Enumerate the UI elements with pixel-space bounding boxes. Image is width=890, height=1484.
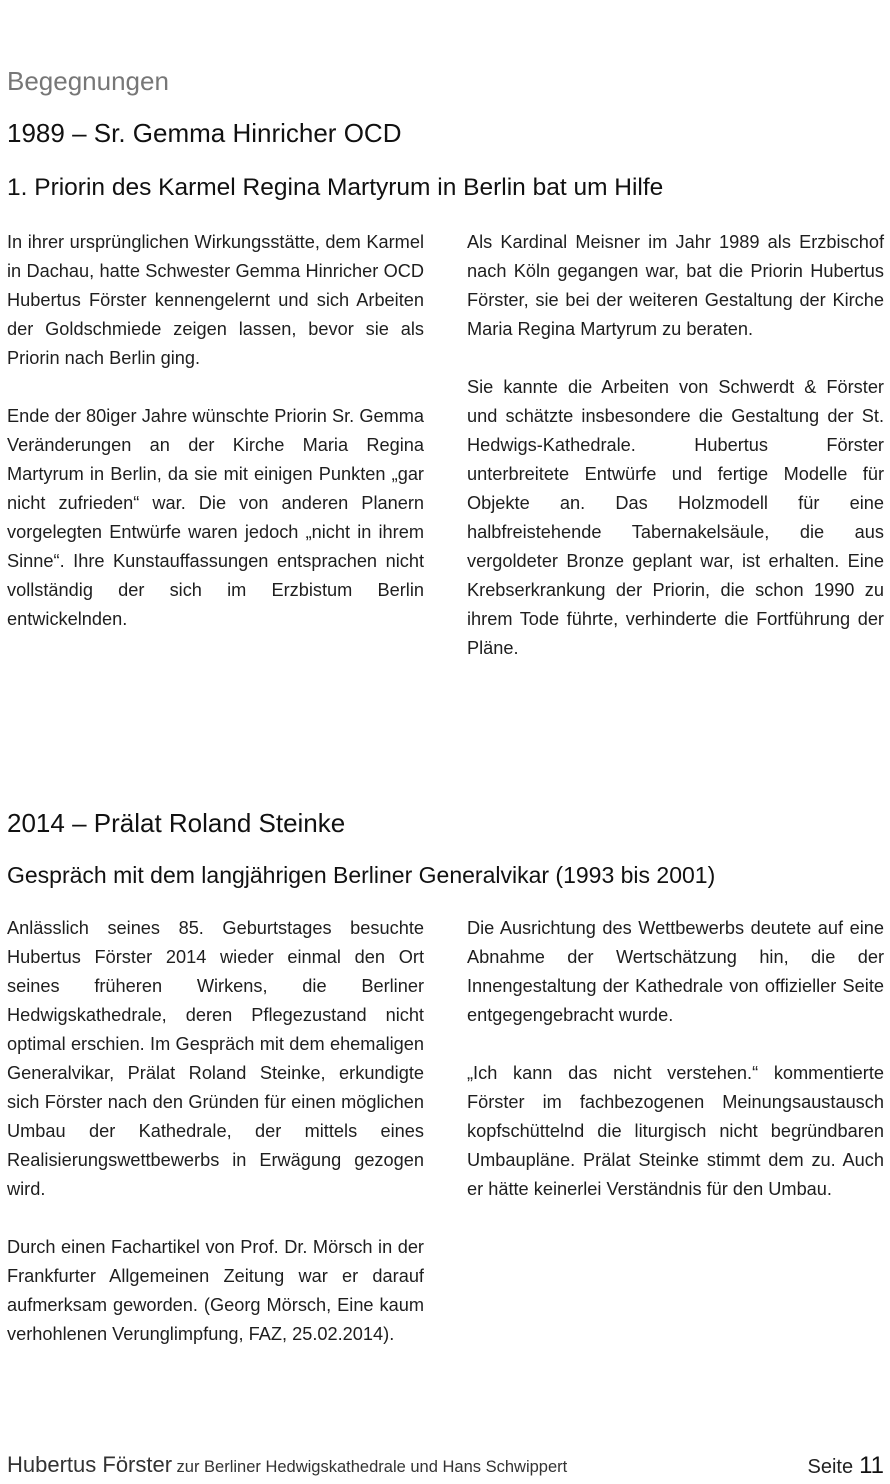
entry1-left-column [7, 228, 424, 634]
entry1-subheading: 1. Priorin des Karmel Regina Martyrum in Berlin bat um Hilfe [7, 174, 664, 201]
page-indicator [807, 1452, 884, 1480]
entry1-right-column [467, 228, 884, 663]
footer-subtitle: zur Berliner Hedwigskathedrale und Hans Schwippert [176, 1458, 568, 1476]
page-footer [7, 1452, 884, 1484]
section-label: Begegnungen [7, 66, 169, 96]
paragraph: Als Kardinal Meisner im Jahr 1989 als Erzbischof nach Köln gegangen war, bat die Priorin Hubertus Förster, sie bei der weiteren Gestaltung der Kirche Maria Regina Martyrum zu beraten. [467, 232, 884, 339]
entry2-subheading: Gespräch mit dem langjährigen Berliner Generalvikar (1993 bis 2001) [7, 862, 716, 888]
paragraph: In ihrer ursprünglichen Wirkungsstätte, dem Karmel in Dachau, hatte Schwester Gemma Hinricher OCD Hubertus Förster kennengelernt und sich Arbeiten der Goldschmiede zeigen lassen, bevor sie als Priorin nach Berlin ging. [7, 232, 424, 368]
paragraph: Ende der 80iger Jahre wünschte Priorin Sr. Gemma Veränderungen an der Kirche Maria Regina Martyrum in Berlin, da sie mit einigen Punkten „gar nicht zufrieden“ war. Die von anderen Planern vorgelegten Entwürfe waren jedoch „nicht in ihrem Sinne“. Ihre Kunstauffassungen entsprachen nicht vollständig der sich im Erzbistum Berlin entwickelnden. [7, 406, 424, 629]
page-label: Seite [807, 1456, 854, 1478]
entry1-heading: 1989 – Sr. Gemma Hinricher OCD [7, 118, 402, 148]
paragraph: Sie kannte die Arbeiten von Schwerdt & Förster und schätzte insbesondere die Gestaltung der St. Hedwigs-Kathedrale. Hubertus Förster unterbreitete Entwürfe und fertige Modelle für Objekte an. Das Holzmodell für eine halbfreistehende Tabernakelsäule, die aus vergoldeter Bronze geplant war, ist erhalten. Eine Krebserkrankung der Priorin, die schon 1990 zu ihrem Tode führte, verhinderte die Fortführung der Pläne. [467, 377, 884, 658]
footer-author: Hubertus Förster [7, 1452, 173, 1477]
entry2-right-column [467, 914, 884, 1204]
paragraph: „Ich kann das nicht verstehen.“ kommentierte Förster im fachbezogenen Meinungsaustausch kopfschüttelnd die liturgisch nicht begründbaren Umbaupläne. Prälat Steinke stimmt dem zu. Auch er hätte keinerlei Verständnis für den Umbau. [467, 1063, 884, 1199]
paragraph: Die Ausrichtung des Wettbewerbs deutete auf eine Abnahme der Wertschätzung hin, die der Innengestaltung der Kathedrale von offizieller Seite entgegengebracht wurde. [467, 918, 884, 1025]
paragraph: Anlässlich seines 85. Geburtstages besuchte Hubertus Förster 2014 wieder einmal den Ort seines früheren Wirkens, die Berliner Hedwigskathedrale, deren Pflegezustand nicht optimal erschien. Im Gespräch mit dem ehemaligen Generalvikar, Prälat Roland Steinke, erkundigte sich Förster nach den Gründen für einen möglichen Umbau der Kathedrale, der mittels eines Realisierungswettbewerbs in Erwägung gezogen wird. [7, 918, 424, 1199]
entry2-heading: 2014 – Prälat Roland Steinke [7, 808, 346, 838]
paragraph: Durch einen Fachartikel von Prof. Dr. Mörsch in der Frankfurter Allgemeinen Zeitung war er darauf aufmerksam geworden. (Georg Mörsch, Eine kaum verhohlenen Verunglimpfung, FAZ, 25.02.2014). [7, 1237, 424, 1344]
page-number: 11 [859, 1452, 884, 1479]
entry2-left-column [7, 914, 424, 1349]
